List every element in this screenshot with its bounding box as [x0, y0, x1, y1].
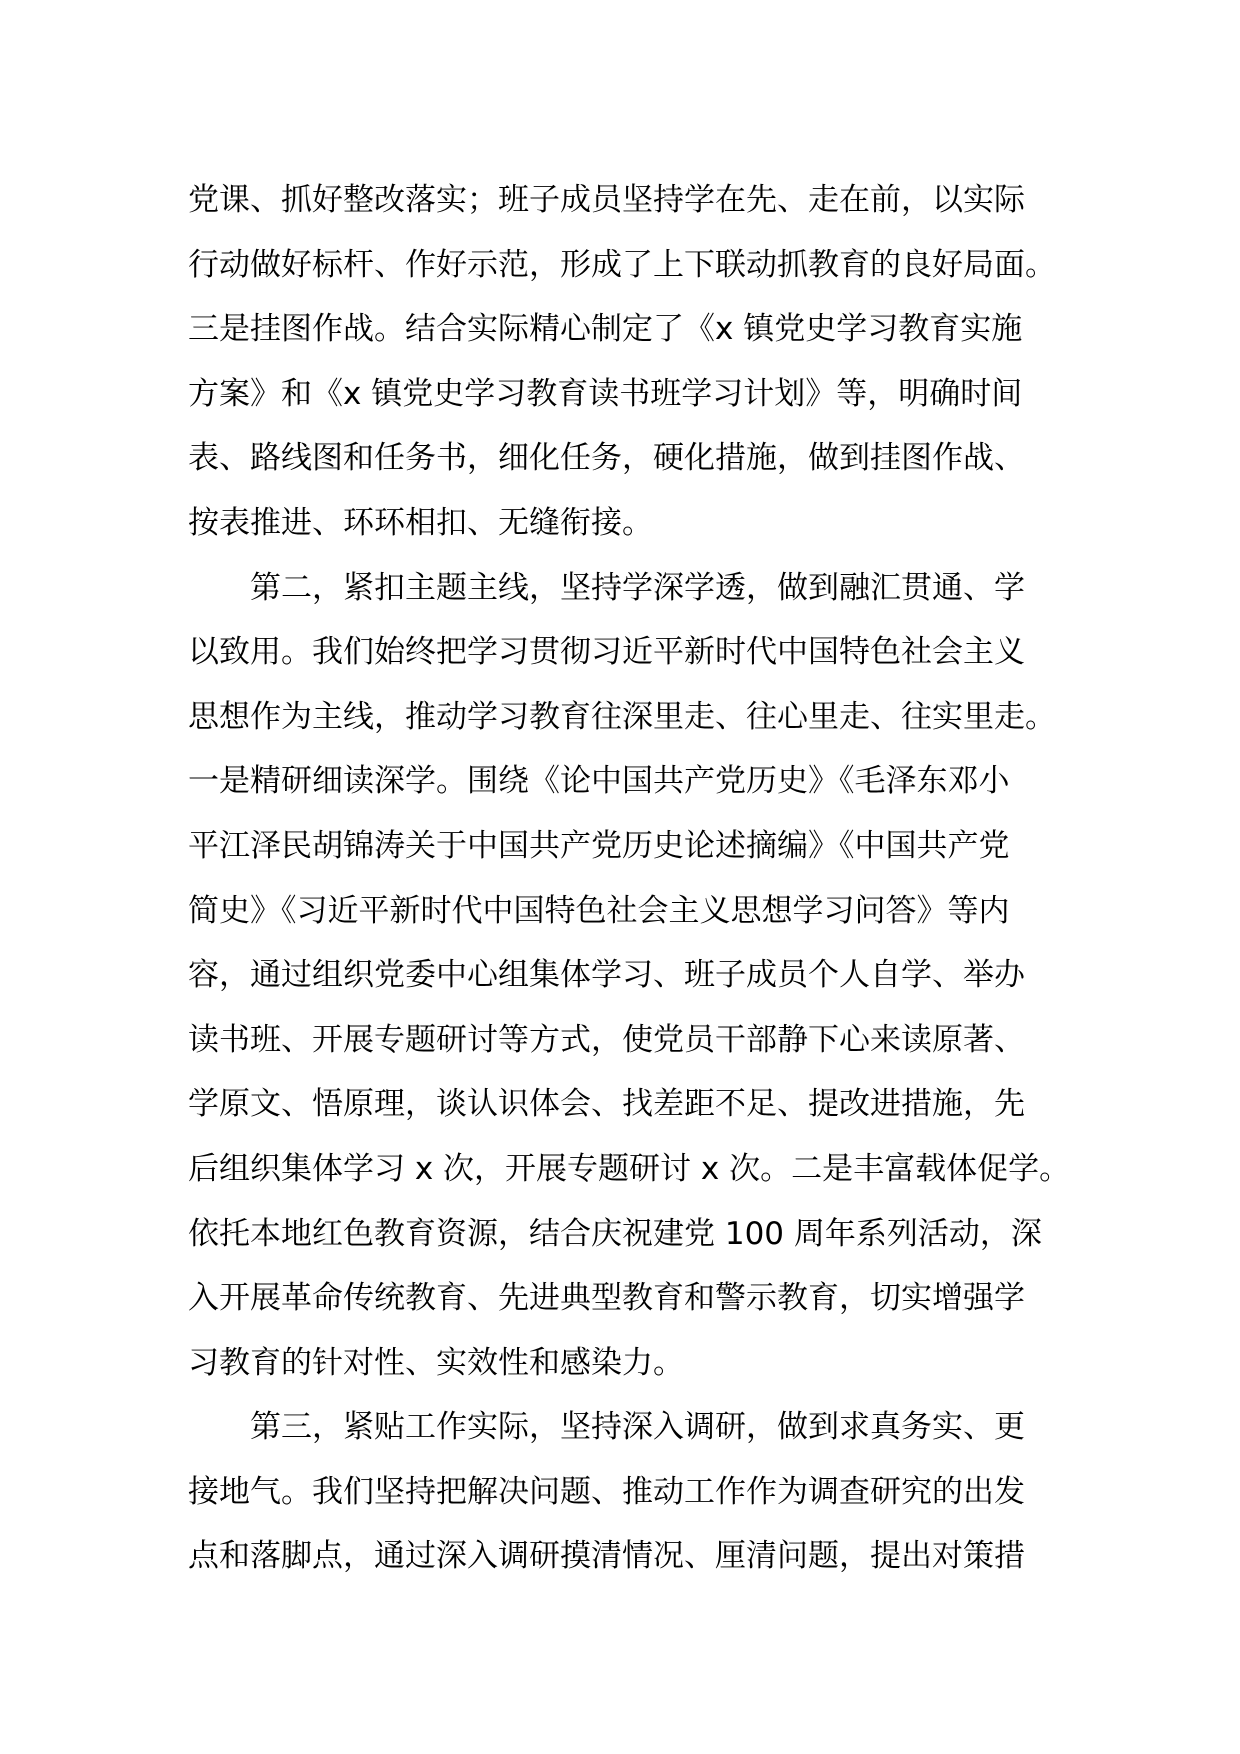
text-line: 表、路线图和任务书，细化任务，硬化措施，做到挂图作战、 — [188, 440, 1025, 477]
text-line: 一是精研细读深学。围绕《论中国共产党历史》《毛泽东邓小 — [188, 763, 1010, 800]
text-line: 第二，紧扣主题主线，坚持学深学透，做到融汇贯通、学 — [250, 569, 1025, 606]
text-line: 以致用。我们始终把学习贯彻习近平新时代中国特色社会主义 — [188, 634, 1025, 671]
text-line: 点和落脚点，通过深入调研摸清情况、厘清问题，提出对策措 — [188, 1538, 1025, 1575]
text-line: 平江泽民胡锦涛关于中国共产党历史论述摘编》《中国共产党 — [188, 827, 1010, 864]
text-line: 思想作为主线，推动学习教育往深里走、往心里走、往实里走。 — [188, 698, 1056, 735]
text-line: 简史》《习近平新时代中国特色社会主义思想学习问答》等内 — [188, 892, 1010, 929]
body-text — [188, 168, 1071, 1589]
text-line: 接地气。我们坚持把解决问题、推动工作作为调查研究的出发 — [188, 1473, 1025, 1510]
text-line: 容，通过组织党委中心组集体学习、班子成员个人自学、举办 — [188, 957, 1025, 994]
text-line: 依托本地红色教育资源，结合庆祝建党 100 周年系列活动，深 — [188, 1215, 1042, 1252]
text-line: 行动做好标杆、作好示范，形成了上下联动抓教育的良好局面。 — [188, 246, 1056, 283]
text-line: 后组织集体学习 x 次，开展专题研讨 x 次。二是丰富载体促学。 — [188, 1150, 1071, 1187]
text-line: 入开展革命传统教育、先进典型教育和警示教育，切实增强学 — [188, 1280, 1025, 1317]
text-line: 习教育的针对性、实效性和感染力。 — [188, 1344, 684, 1381]
text-line: 读书班、开展专题研讨等方式，使党员干部静下心来读原著、 — [188, 1021, 1025, 1058]
text-line: 方案》和《x 镇党史学习教育读书班学习计划》等，明确时间 — [188, 375, 1023, 412]
text-line: 学原文、悟原理，谈认识体会、找差距不足、提改进措施，先 — [188, 1086, 1025, 1123]
text-line: 按表推进、环环相扣、无缝衔接。 — [188, 504, 653, 541]
text-line: 第三，紧贴工作实际，坚持深入调研，做到求真务实、更 — [250, 1409, 1025, 1446]
text-line: 党课、抓好整改落实；班子成员坚持学在先、走在前，以实际 — [188, 182, 1025, 218]
text-line: 三是挂图作战。结合实际精心制定了《x 镇党史学习教育实施 — [188, 311, 1023, 348]
